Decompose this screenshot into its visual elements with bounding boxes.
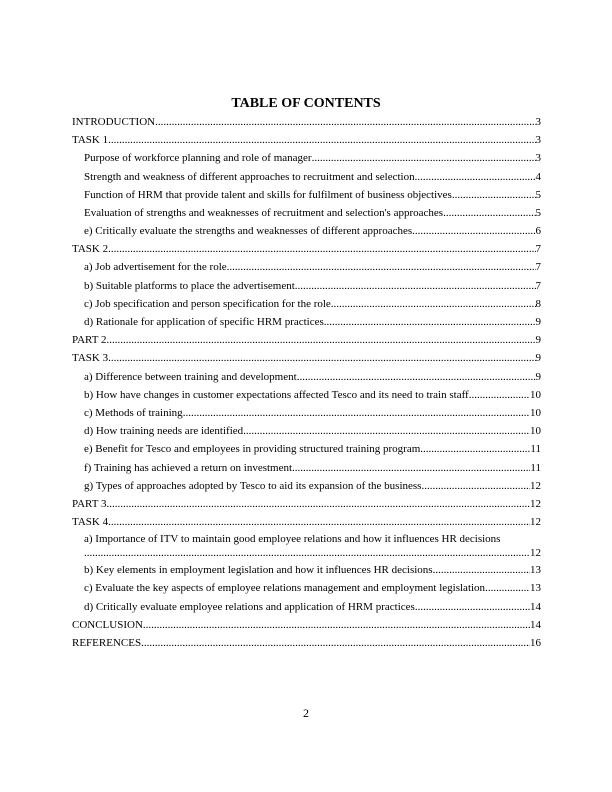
dot-leader <box>143 616 530 634</box>
toc-entry-page: 11 <box>530 443 541 456</box>
toc-entry-job-advertisement[interactable] <box>72 259 541 277</box>
toc-entry-conclusion[interactable] <box>72 616 541 634</box>
toc-entry-page: 10 <box>530 388 541 401</box>
toc-entry-label: b) How have changes in customer expectations affected Tesco and its need to train staff <box>84 388 469 401</box>
dot-leader <box>107 495 531 513</box>
toc-entry-employee-relations-management[interactable] <box>72 580 541 598</box>
toc-entry-page: 7 <box>535 261 541 274</box>
toc-entry-label: a) Job advertisement for the role <box>84 261 227 274</box>
toc-entry-training-development[interactable] <box>72 368 541 386</box>
toc-entry-expansion-approaches[interactable] <box>72 477 541 495</box>
toc-entry-page: 8 <box>535 297 541 310</box>
toc-entry-label: c) Evaluate the key aspects of employee relations management and employment legislation <box>84 582 486 595</box>
toc-entry-training-benefit[interactable] <box>72 440 541 458</box>
dot-leader <box>108 513 530 531</box>
toc-entry-continuation <box>84 547 541 561</box>
dot-leader <box>443 204 535 222</box>
toc-entry-rationale[interactable] <box>72 313 541 331</box>
toc-entry-references[interactable] <box>72 634 541 652</box>
toc-entry-label: b) Key elements in employment legislation and how it influences HR decisions <box>84 564 433 577</box>
toc-entry-page: 9 <box>535 316 541 329</box>
toc-title: TABLE OF CONTENTS <box>231 96 381 111</box>
toc-entry-label: a) Difference between training and development <box>84 370 297 383</box>
dot-leader <box>324 313 536 331</box>
toc-entry-label: e) Critically evaluate the strengths and weaknesses of different approaches <box>84 225 413 238</box>
toc-entry-page: 3 <box>535 115 541 128</box>
toc-entry-task-2[interactable] <box>72 240 541 258</box>
dot-leader <box>243 422 530 440</box>
toc-entry-employment-legislation[interactable] <box>72 561 541 579</box>
dot-leader <box>415 168 536 186</box>
toc-entry-page: 5 <box>535 188 541 201</box>
dot-leader <box>420 440 530 458</box>
toc-entry-label: g) Types of approaches adopted by Tesco to aid its expansion of the business <box>84 479 422 492</box>
toc-entry-evaluation-recruitment[interactable] <box>72 204 541 222</box>
toc-entry-label: Strength and weakness of different approaches to recruitment and selection <box>84 170 415 183</box>
toc-entry-platforms[interactable] <box>72 277 541 295</box>
toc-entry-label: TASK 3 <box>72 352 109 365</box>
toc-entry-page: 14 <box>530 618 541 631</box>
toc-entry-label: f) Training has achieved a return on investment <box>84 461 293 474</box>
toc-entry-page: 10 <box>530 406 541 419</box>
toc-entry-page: 12 <box>530 479 541 492</box>
toc-entry-page: 7 <box>535 243 541 256</box>
dot-leader <box>84 547 530 561</box>
toc-entry-page: 12 <box>530 497 541 510</box>
dot-leader <box>421 477 530 495</box>
toc-entry-label: d) How training needs are identified <box>84 425 244 438</box>
dot-leader <box>452 186 536 204</box>
dot-leader <box>107 331 536 349</box>
toc-entry-page: 13 <box>530 582 541 595</box>
dot-leader <box>183 404 530 422</box>
toc-entry-training-needs[interactable] <box>72 422 541 440</box>
toc-entry-label: PART 3 <box>72 497 107 510</box>
toc-entry-page: 9 <box>535 334 541 347</box>
toc-entry-page: 7 <box>535 279 541 292</box>
toc-entry-task-1[interactable] <box>72 131 541 149</box>
dot-leader <box>108 349 535 367</box>
toc-entry-label: CONCLUSION <box>72 618 143 631</box>
toc-entry-label: PART 2 <box>72 334 107 347</box>
toc-entry-page: 5 <box>535 206 541 219</box>
dot-leader <box>297 368 536 386</box>
dot-leader <box>141 634 530 652</box>
toc-entry-critically-evaluate[interactable] <box>72 222 541 240</box>
dot-leader <box>469 386 530 404</box>
toc-entry-page: 11 <box>530 461 541 474</box>
dot-leader <box>155 113 535 131</box>
toc-entry-hrm-function[interactable] <box>72 186 541 204</box>
toc-list <box>72 113 541 652</box>
toc-entry-page: 9 <box>535 370 541 383</box>
toc-entry-page: 6 <box>535 225 541 238</box>
toc-entry-label: TASK 4 <box>72 516 109 529</box>
toc-entry-label: b) Suitable platforms to place the advertisement <box>84 279 295 292</box>
toc-entry-label: a) Importance of ITV to maintain good employee relations and how it influences HR decisions <box>84 533 501 546</box>
toc-entry-page: 4 <box>535 170 541 183</box>
toc-entry-part-3[interactable] <box>72 495 541 513</box>
toc-entry-page: 16 <box>530 637 541 650</box>
dot-leader <box>295 277 536 295</box>
toc-entry-workforce-planning[interactable] <box>72 149 541 167</box>
toc-entry-task-3[interactable] <box>72 349 541 367</box>
toc-entry-page: 9 <box>535 352 541 365</box>
toc-entry-label: Function of HRM that provide talent and skills for fulfilment of business objectives <box>84 188 452 201</box>
toc-entry-label: Purpose of workforce planning and role of manager <box>84 152 312 165</box>
page-number: 2 <box>303 706 309 720</box>
toc-entry-label: e) Benefit for Tesco and employees in providing structured training program <box>84 443 421 456</box>
toc-entry-label: d) Critically evaluate employee relations and application of HRM practices <box>84 600 415 613</box>
dot-leader <box>108 131 535 149</box>
toc-entry-page: 12 <box>530 547 541 560</box>
toc-entry-recruitment-approaches[interactable] <box>72 168 541 186</box>
toc-entry-label: TASK 1 <box>72 134 109 147</box>
toc-entry-page: 10 <box>530 425 541 438</box>
toc-entry-methods-training[interactable] <box>72 404 541 422</box>
toc-entry-page: 3 <box>535 134 541 147</box>
toc-entry-label: Evaluation of strengths and weaknesses of recruitment and selection's approaches <box>84 206 444 219</box>
toc-entry-customer-expectations[interactable] <box>72 386 541 404</box>
toc-entry-label: c) Methods of training <box>84 406 183 419</box>
dot-leader <box>331 295 536 313</box>
toc-entry-introduction[interactable] <box>72 113 541 131</box>
toc-entry-label: c) Job specification and person specification for the role <box>84 297 331 310</box>
toc-entry-itv-importance[interactable] <box>72 531 541 561</box>
toc-entry-hrm-practices[interactable] <box>72 598 541 616</box>
dot-leader <box>412 222 535 240</box>
toc-entry-page: 3 <box>535 152 541 165</box>
toc-entry-label: d) Rationale for application of specific HRM practices <box>84 316 324 329</box>
toc-entry-label: INTRODUCTION <box>72 115 156 128</box>
toc-entry-job-specification[interactable] <box>72 295 541 313</box>
toc-entry-return-on-investment[interactable] <box>72 459 541 477</box>
dot-leader <box>415 598 530 616</box>
toc-entry-page: 13 <box>530 564 541 577</box>
toc-entry-page: 12 <box>530 516 541 529</box>
dot-leader <box>485 579 530 597</box>
dot-leader <box>433 561 530 579</box>
toc-entry-task-4[interactable] <box>72 513 541 531</box>
toc-entry-label: REFERENCES <box>72 637 142 650</box>
toc-entry-page: 14 <box>530 600 541 613</box>
dot-leader <box>292 459 530 477</box>
dot-leader <box>312 149 536 167</box>
toc-entry-part-2[interactable] <box>72 331 541 349</box>
dot-leader <box>227 258 536 276</box>
toc-entry-label: TASK 2 <box>72 243 109 256</box>
dot-leader <box>108 240 535 258</box>
